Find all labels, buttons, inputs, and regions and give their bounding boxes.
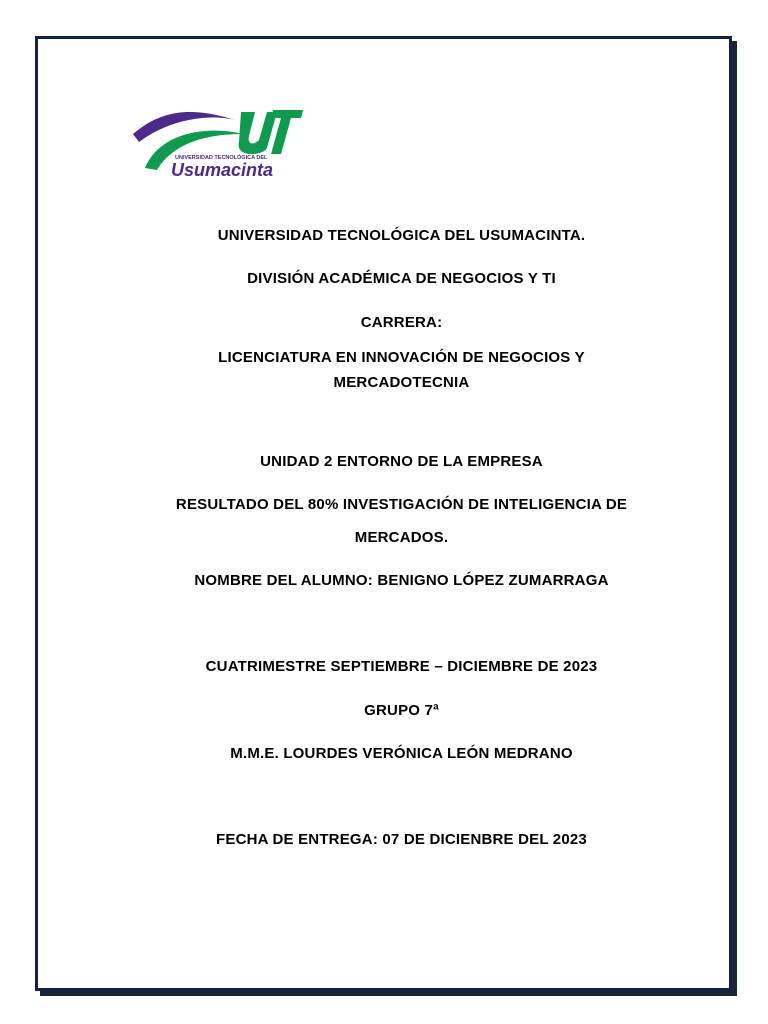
- term-text: CUATRIMESTRE SEPTIEMBRE – DICIEMBRE DE 2023: [205, 658, 598, 675]
- career-name-line2: MERCADOTECNIA: [333, 374, 470, 391]
- university-logo: [131, 104, 311, 182]
- result-title-line2: MERCADOS.: [354, 529, 449, 546]
- result-title-line1: RESULTADO DEL 80% INVESTIGACIÓN DE INTELIGENCIA DE: [175, 496, 628, 513]
- due-date: FECHA DE ENTREGA: 07 DE DICIENBRE DEL 2023: [216, 831, 587, 848]
- student-name: NOMBRE DEL ALUMNO: BENIGNO LÓPEZ ZUMARRAGA: [194, 572, 609, 589]
- university-title: UNIVERSIDAD TECNOLÓGICA DEL USUMACINTA.: [217, 227, 586, 244]
- logo-small-text: UNIVERSIDAD TECNOLÓGICA DEL: [175, 155, 268, 161]
- unit-title: UNIDAD 2 ENTORNO DE LA EMPRESA: [260, 453, 543, 470]
- career-label: CARRERA:: [360, 314, 443, 331]
- group-text: GRUPO 7ª: [364, 702, 439, 719]
- division-title: DIVISIÓN ACADÉMICA DE NEGOCIOS Y TI: [247, 270, 556, 287]
- career-name-line1: LICENCIATURA EN INNOVACIÓN DE NEGOCIOS Y: [218, 349, 585, 366]
- logo-name-text: Usumacinta: [171, 160, 274, 180]
- teacher-name: M.M.E. LOURDES VERÓNICA LEÓN MEDRANO: [230, 745, 573, 762]
